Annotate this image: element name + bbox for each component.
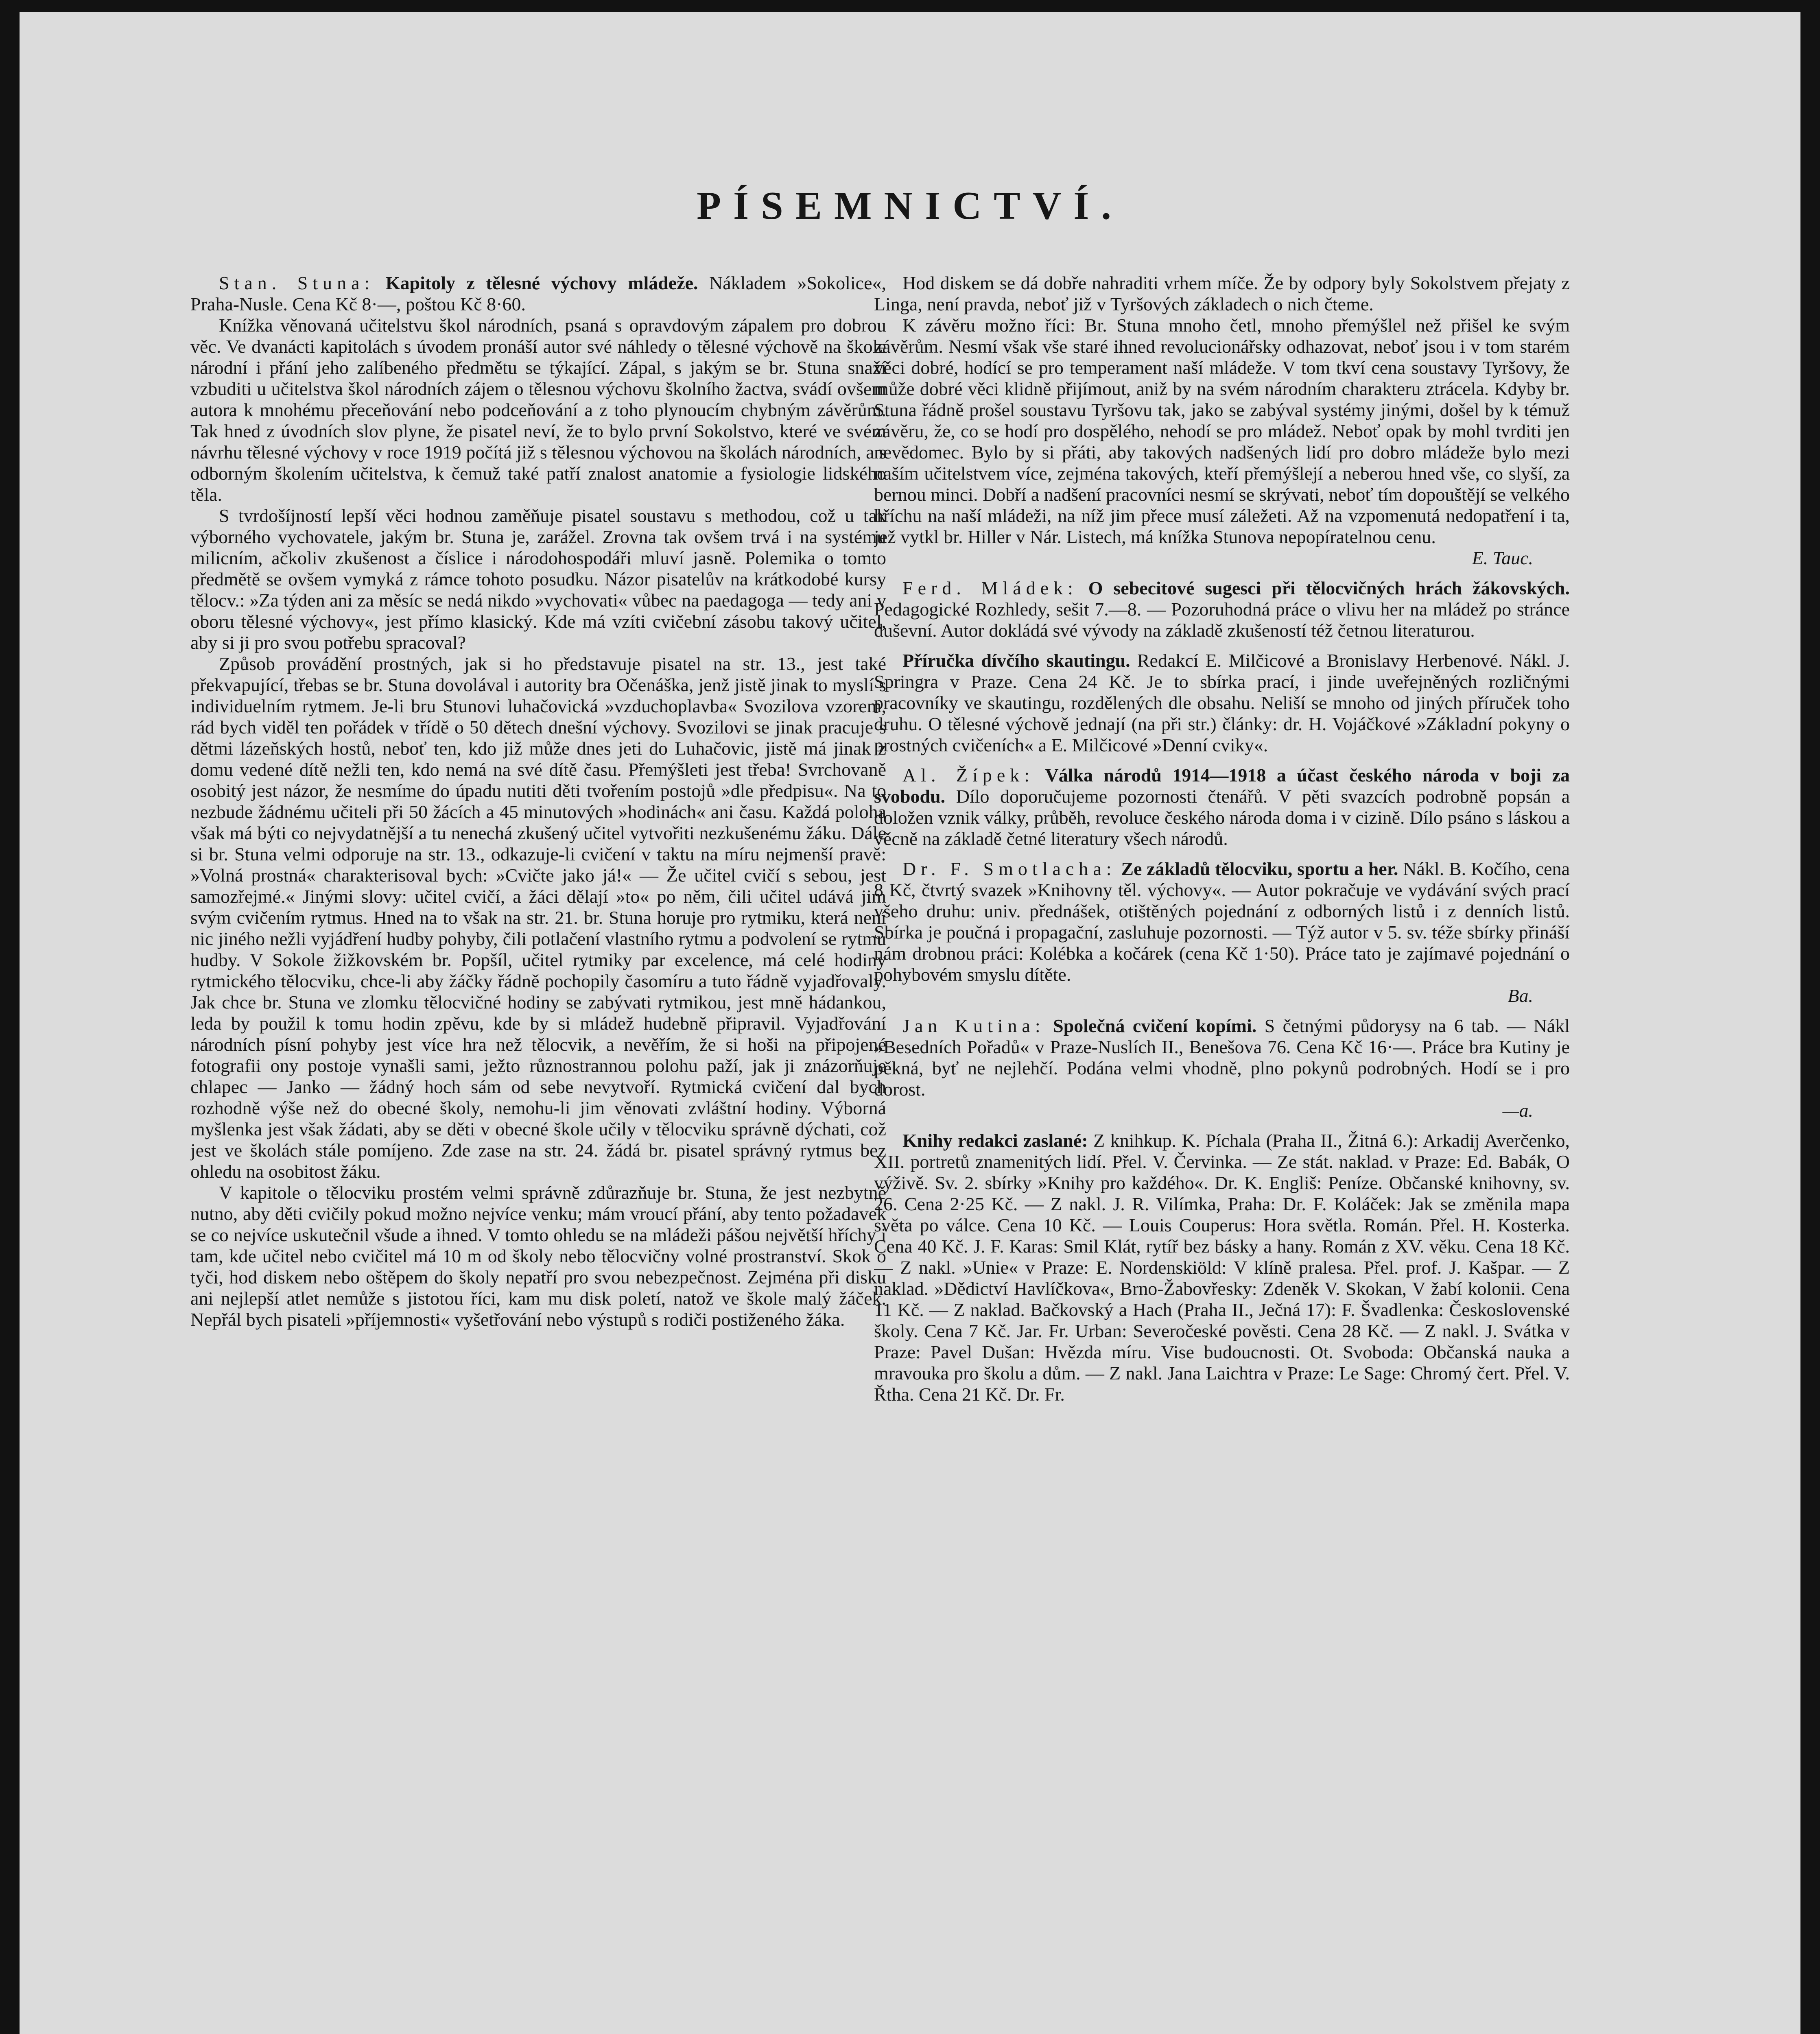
entry-signature: —a. (1502, 1100, 1533, 1121)
book-entry (874, 1130, 1570, 1405)
review-publication: Nákladem »Sokolice«, Praha-Nusle. Cena Kč 8·—, poštou Kč 8·60. (190, 273, 886, 314)
review-paragraph: V kapitole o tělocviku prostém velmi správně zdůrazňuje br. Stuna, že jest nezbytně nutno, aby děti cvičily pokud možno nejvíce venku; mám vroucí přání, aby tento požadavek se co nejvíce uskutečnil všude a ihned. V tomto ohledu se na mládeži pášou největší hříchy i tam, kde učitel nebo cvičitel má 10 m od školy nebo tělocvičny volné prostranství. Skok o tyči, hod diskem nebo oštěpem do školy nepatří pro svou nebezpečnost. Zejména při disku ani nejlepší atlet nemůže s jistotou říci, kam mu disk poletí, natož ve škole malý žáček. Nepřál bych pisateli »příjemnosti« vyšetřování nebo výstupů s rodiči postiženého žáka. (190, 1182, 886, 1330)
entry-text: Pedagogické Rozhledy, sešit 7.—8. — Pozoruhodná práce o vlivu her na mládež po stránce duševní. Autor dokládá své vývody na základě zkušeností též četnou literaturou. (874, 599, 1570, 641)
review-paragraph: S tvrdošíjností lepší věci hodnou zaměňuje pisatel soustavu s methodou, což u tak výborného vychovatele, jakým br. Stuna je, zarážel. Zrovna tak ovšem trvá i na systému milicním, ačkoliv zkušenost a číslice i národohospodáři mluví jasně. Polemika o tomto předmětě se ovšem vymyká z rámce tohoto posudku. Názor pisatelův na krátkodobé kursy tělocv.: »Za týden ani za měsíc se nedá nikdo »vychovati« vůbec na paedagoga — tedy ani v oboru tělesné výchovy«, jest přímo klasický. Kde má vzíti cvičební zásobu takový učitel, aby si ji pro svou potřebu spracoval? (190, 505, 886, 653)
review-header (190, 273, 886, 315)
entry-author: Dr. F. Smotlacha: (902, 858, 1116, 879)
left-column (190, 273, 886, 2034)
entry-title: Knihy redakci zaslané: (902, 1130, 1088, 1151)
entry-title: Ze základů tělocviku, sportu a her. (1121, 858, 1398, 879)
entry-text: Dílo doporučujeme pozornosti čtenářů. V pěti svazcích podrobně popsán a doložen vznik války, průběh, revoluce českého národa doma i v cizině. Dílo psáno s láskou a věcně na základě četné literatury všech národů. (874, 786, 1570, 849)
entry-text: Z knihkup. K. Píchala (Praha II., Žitná 6.): Arkadij Averčenko, XII. portretů znamenitých lidí. Přel. V. Červinka. — Ze stát. naklad. v Praze: Ed. Babák, O výživě. Sv. 2. sbírky »Knihy pro každého«. Dr. K. Engliš: Peníze. Občanské knihovny, sv. 26. Cena 2·25 Kč. — Z nakl. J. R. Vilímka, Praha: Dr. F. Koláček: Jak se změnila mapa světa po válce. Cena 10 Kč. — Louis Couperus: Hora světla. Román. Přel. H. Kosterka. Cena 40 Kč. J. F. Karas: Smil Klát, rytíř bez básky a hany. Román z XV. věku. Cena 18 Kč. — Z nakl. »Unie« v Praze: E. Nordenskiöld: V klíně pralesa. Přel. prof. J. Kašpar. — Z naklad. »Dědictví Havlíčkova«, Brno-Žabovřesky: Zdeněk V. Skokan, V žabí kolonii. Cena 11 Kč. — Z naklad. Bačkovský a Hach (Praha II., Ječná 17): F. Švadlenka: Československé školy. Cena 7 Kč. Jar. Fr. Urban: Severočeské pověsti. Cena 28 Kč. — Z nakl. J. Svátka v Praze: Pavel Dušan: Hvězda míru. Vise budoucnosti. Ot. Svoboda: Občanská nauka a mravouka pro školu a dům. — Z nakl. Jana Laichtra v Praze: Le Sage: Chromý čert. Přel. V. Řtha. Cena 21 Kč. Dr. Fr. (874, 1130, 1570, 1405)
book-entry (874, 1015, 1570, 1121)
review-paragraph: Knížka věnovaná učitelstvu škol národních, psaná s opravdovým zápalem pro dobrou věc. Ve dvanácti kapitolách s úvodem pronáší autor své náhledy o tělesné výchově na škole národní i přání jeho zalíbeného předmětu se týkající. Zápal, s jakým se br. Stuna snaží vzbuditi u učitelstva škol národních zájem o tělesnou výchovu školního žactva, svádí ovšem autora k mnohému přeceňování nebo podceňování a z toho plynoucím chybným závěrům. Tak hned z úvodních slov plyne, že pisatel neví, že to bylo první Sokolstvo, které ve svém návrhu tělesné výchovy v roce 1919 počítá již s tělesnou výchovou na školách národních, a s odborným školením učitelstva, k čemuž také patří znalost anatomie a fysiologie lidského těla. (190, 315, 886, 505)
entry-title: Příručka dívčího skautingu. (902, 650, 1130, 671)
review-paragraph: Způsob provádění prostných, jak si ho představuje pisatel na str. 13., jest také překvapující, třebas se br. Stuna dovolával i autority bra Očenáška, jenž jistě jinak to myslí s individuelním rytmem. Je-li bru Stunovi luhačovická »vzduchoplavba« Svozilova vzorem, rád bych viděl ten pořádek v třídě o 50 dětech dnešní výchovy. Svozilovi se jinak pracuje s dětmi lázeňských hostů, neboť ten, kdo již může dnes jeti do Luhačovic, jistě má jinak z domu vedené dítě nežli ten, kdo nemá na své dítě času. Přemýšleti jest třeba! Svrchovaně osobitý jest názor, že nesmíme do úpadu nutiti děti tvořením postojů »dle předpisu«. Na to nezbude žádnému učiteli při 50 žácích a 45 minutových »hodinách« ani času. Každá poloha však má býti co nejvydatnější a tu nenechá zkušený učitel vytvořiti nezkušenému žáku. Dále si br. Stuna velmi odporuje na str. 13., odkazuje-li cvičení v taktu na míru nejmenší pravě: »Volná prostná« charakterisoval bych: »Cvičte jako já!« — Že učitel cvičí s sebou, jest samozřejmé.« Jinými slovy: učitel cvičí, a žáci dělají »to« po něm, čili učitel udává jim svým cvičením rytmus. Hned na to však na str. 21. br. Stuna horuje pro rytmiku, která není nic jiného nežli vyjádření hudby pohyby, čili potlačení vlastního rytmu a podvolení se rytmu hudby. V Sokole žižkovském br. Popšíl, učitel rytmiky par excelence, má celé hodiny rytmického tělocviku, chce-li aby žáčky řádně pochopily časomíru a tuto řádně vyjadřovaly. Jak chce br. Stuna ve zlomku tělocvičné hodiny se zabývati rytmikou, jest mně hádankou, leda by použil k tomu hodin zpěvu, kde by si mládež hudebně připravil. Vyjadřování národních písní pohyby jest více hra než tělocvik, a nevěřím, že si hoši na připojené fotografii ony postoje vynašli sami, ježto různostrannou polohu paží, jak ji znázorňuje chlapec — Janko — žádný hoch sám od sebe nevytvoří. Rytmická cvičení dal bych rozhodně výše než do obecné školy, nemohu-li jim věnovati zvláštní hodiny. Výborná myšlenka jest však žádati, aby se děti v obecné škole učily v tělocviku správně dýchati, což jest ve školách stále pomíjeno. Zde zase na str. 24. žádá br. pisatel správný rytmus bez ohledu na osobitost žáku. (190, 653, 886, 1182)
entry-author: Jan Kutina: (902, 1015, 1045, 1036)
review-title: Kapitoly z tělesné výchovy mládeže. (385, 273, 698, 293)
entry-signature: Ba. (1508, 985, 1533, 1006)
review-continuation-paragraph: K závěru možno říci: Br. Stuna mnoho četl, mnoho přemýšlel než přišel ke svým závěrům. Nesmí však vše staré ihned revolucionářsky odhazovat, neboť jsou i v tom starém věci dobré, hodící se pro temperament naší mládeže. V tom tkví cena soustavy Tyršovy, že může dobré věci klidně přijímout, aniž by na svém národním charakteru ztrácela. Kdyby br. Stuna řádně prošel soustavu Tyršovu tak, jako se zabýval systémy jinými, došel by k témuž závěru, že, co se hodí pro dospělého, nehodí se pro mládež. Neboť opak by mohl tvrditi jen nevědomec. Bylo by si přáti, aby takových nadšených lidí pro dobro mládeže bylo mezi naším učitelstvem více, zejména takových, kteří přemýšlejí a neberou hned vše, co slyší, za bernou minci. Dobří a nadšení pracovníci nesmí se skrývati, neboť tím dopouštějí se velkého hříchu na naší mládeži, na níž jim přece musí záležeti. Až na vzpomenutá nedopatření i ta, jež vytkl br. Hiller v Nár. Listech, má knížka Stunova nepopíratelnou cenu. (874, 315, 1570, 547)
page-sheet (20, 12, 1800, 2034)
review-continuation-paragraph: Hod diskem se dá dobře nahraditi vrhem míče. Že by odpory byly Sokolstvem přejaty z Linga, není pravda, neboť již v Tyršových základech o nich čteme. (874, 273, 1570, 314)
entry-text: S četnými půdorysy na 6 tab. — Nákl »Besedních Pořadů« v Praze-Nuslích II., Benešova 76. Cena Kč 16·—. Práce bra Kutiny je pěkná, byť ne nejlehčí. Podána velmi vhodně, plno pokynů podrobných. Hodí se i pro dorost. (874, 1015, 1570, 1100)
entry-author: Al. Žípek: (902, 765, 1035, 786)
book-entry (874, 765, 1570, 849)
book-entry (874, 858, 1570, 1006)
entry-title: Válka národů 1914—1918 a účast českého národa v boji za svobodu. (874, 765, 1570, 807)
review-signature-line (874, 548, 1570, 569)
book-entry (874, 650, 1570, 756)
entry-title: Společná cvičení kopími. (1053, 1015, 1257, 1036)
review-author: Stan. Stuna: (219, 273, 375, 293)
book-entry (874, 578, 1570, 641)
entry-text: Nákl. B. Kočího, cena 8 Kč, čtvrtý svazek »Knihovny těl. výchovy«. — Autor pokračuje ve vydávání svých prací všeho druhu: univ. přednášek, otištěných pojednání z odborných listů i z denních listů. Sbírka je poučná i propagační, zasluhuje pozornosti. — Týž autor v 5. sv. téže sbírky přináší nám drobnou práci: Kolébka a kočárek (cena Kč 1·50). Práce tato je zajímavé pojednání o pohybovém smyslu dítěte. (874, 858, 1570, 985)
page-heading: PÍSEMNICTVÍ. (697, 184, 1123, 228)
entry-title: O sebecitové sugesci při tělocvičných hrách žákovských. (1088, 578, 1570, 598)
right-column (874, 273, 1570, 2034)
review-signature: E. Tauc. (1472, 548, 1533, 568)
entry-text: Redakcí E. Milčicové a Bronislavy Herbenové. Nákl. J. Springra v Praze. Cena 24 Kč. Je to sbírka prací, i jinde uveřejněných rozličnými pracovníky ve skautingu, rozdělených dle obsahu. Neliší se mnoho od jiných příruček toho druhu. O tělesné výchově jednají (na při str.) články: dr. H. Vojáčkové »Základní pokyny o prostných cvičeních« a E. Milčicové »Denní cviky«. (874, 650, 1570, 755)
entry-author: Ferd. Mládek: (902, 578, 1078, 598)
